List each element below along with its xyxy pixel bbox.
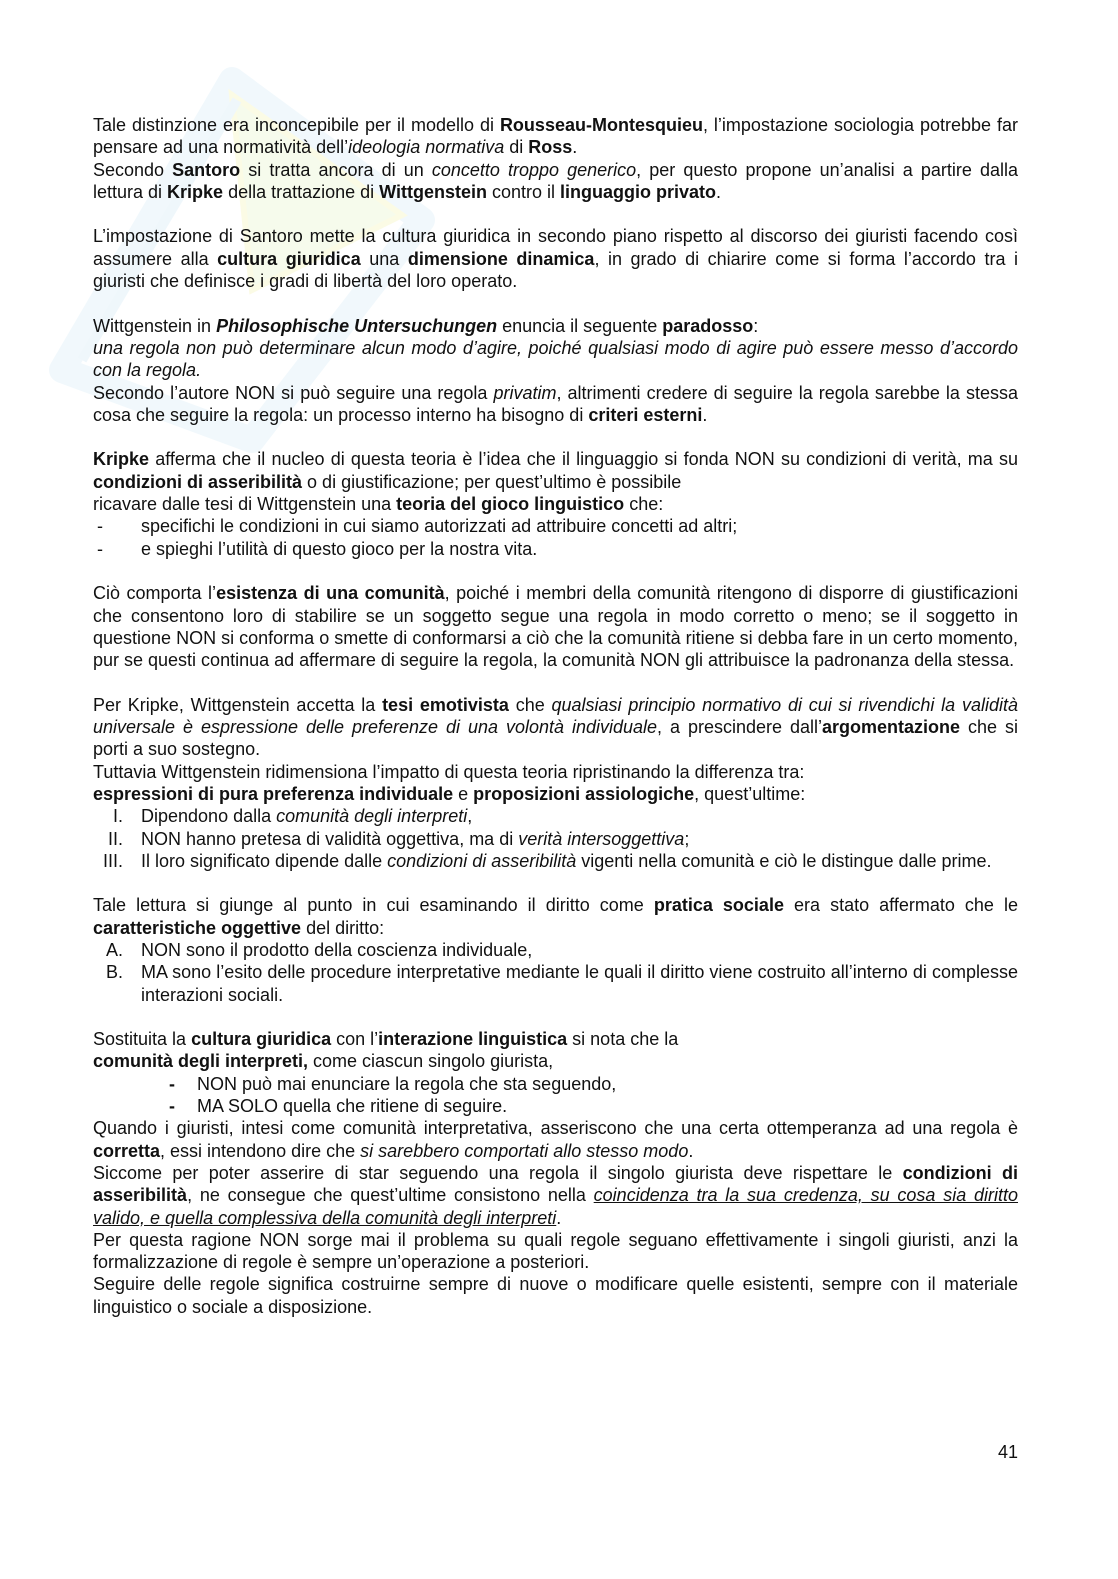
list-item: - MA SOLO quella che ritiene di seguire. bbox=[169, 1096, 508, 1117]
document-body bbox=[93, 114, 1018, 1318]
paradox-quote: una regola non può determinare alcun modo d’agire, poiché qualsiasi modo di agire può essere messo d’accordo con la regola. bbox=[93, 337, 1018, 381]
dash-list-1 bbox=[93, 515, 1018, 560]
paragraph-5: Secondo l’autore NON si può seguire una regola privatim, altrimenti credere di seguire la regola sarebbe la stessa cosa che seguire la regola: un processo interno ha bisogno di criteri esterni. bbox=[93, 382, 1018, 425]
paragraph-1: Tale distinzione era inconcepibile per il modello di Rousseau-Montesquieu, l’impostazione sociologia potrebbe far pensare ad una normatività dell’ideologia normativa di Ross. bbox=[93, 115, 1018, 158]
paragraph-12b: comunità degli interpreti, come ciascun singolo giurista, bbox=[93, 1051, 554, 1072]
paragraph-2: Secondo Santoro si tratta ancora di un concetto troppo generico, per questo propone un’analisi a partire dalla lettura di Kripke della trattazione di Wittgenstein contro il linguaggio privato. bbox=[93, 159, 1018, 202]
paragraph-6: Kripke afferma che il nucleo di questa teoria è l’idea che il linguaggio si fonda NON su condizioni di verità, ma su condizioni di asseribilità o di giustificazione; per quest’ultimo è possibile bbox=[93, 449, 1018, 492]
paragraph-14: Siccome per poter asserire di star seguendo una regola il singolo giurista deve rispettare le condizioni di asseribilità, ne consegue che quest’ultime consistono nella coincidenza tra la sua credenza, su cosa sia diritto valido, e quella complessiva della comunità degli interpreti. bbox=[93, 1162, 1019, 1228]
page-number: 41 bbox=[997, 1442, 1018, 1462]
roman-list bbox=[93, 805, 1018, 872]
paragraph-10: espressioni di pura preferenza individuale e proposizioni assiologiche, quest’ultime: bbox=[93, 783, 806, 804]
list-item: III. Il loro significato dipende dalle condizioni di asseribilità vigenti nella comunità e ciò le distingue dalle prime. bbox=[102, 850, 992, 871]
paragraph-12: Sostituita la cultura giuridica con l’interazione linguistica si nota che la bbox=[93, 1029, 679, 1050]
paragraph-16: Seguire delle regole significa costruirne sempre di nuove o modificare quelle esistenti, sempre con il materiale linguistico o sociale a disposizione. bbox=[93, 1274, 1018, 1317]
paragraph-9: Tuttavia Wittgenstein ridimensiona l’impatto di questa teoria ripristinando la differenza tra: bbox=[93, 761, 805, 782]
paragraph-8: Per Kripke, Wittgenstein accetta la tesi emotivista che qualsiasi principio normativo di cui si rivendichi la validità universale è espressione delle preferenze di una volontà individuale, a prescindere dall’argomentazione che si porti a suo sostegno. bbox=[93, 694, 1018, 760]
list-item: - specifichi le condizioni in cui siamo autorizzati ad attribuire concetti ad altri; bbox=[97, 516, 738, 537]
paragraph-7: Ciò comporta l’esistenza di una comunità, poiché i membri della comunità ritengono di disporre di giustificazioni che consentono loro di stabilire se un soggetto segue una regola in modo corretto o meno; se il soggetto in questione NON si conforma o smette di conformarsi a ciò che la comunità ritiene si debba fare in un certo momento, pur se questi continua ad affermare di seguire la regola, la comunità NON gli attribuisce la padronanza della stessa. bbox=[93, 583, 1018, 671]
paragraph-3: L’impostazione di Santoro mette la cultura giuridica in secondo piano rispetto al discorso dei giuristi facendo così assumere alla cultura giuridica una dimensione dinamica, in grado di chiarire come si forma l’accordo tra i giuristi che definisce i gradi di libertà del loro operato. bbox=[93, 226, 1018, 292]
list-item: - NON può mai enunciare la regola che sta seguendo, bbox=[169, 1073, 617, 1094]
list-item: A. NON sono il prodotto della coscienza individuale, bbox=[105, 939, 533, 960]
alpha-list bbox=[93, 939, 1018, 1006]
paragraph-6b: ricavare dalle tesi di Wittgenstein una teoria del gioco linguistico che: bbox=[93, 494, 664, 515]
list-item: - e spieghi l’utilità di questo gioco per la nostra vita. bbox=[97, 538, 538, 559]
list-item: I. Dipendono dalla comunità degli interpreti, bbox=[112, 806, 473, 827]
paragraph-4: Wittgenstein in Philosophische Untersuchungen enuncia il seguente paradosso: bbox=[93, 315, 759, 336]
list-item: II. NON hanno pretesa di validità oggettiva, ma di verità intersoggettiva; bbox=[107, 828, 690, 849]
paragraph-11: Tale lettura si giunge al punto in cui esaminando il diritto come pratica sociale era stato affermato che le caratteristiche oggettive del diritto: bbox=[93, 895, 1018, 938]
dash-list-2 bbox=[93, 1073, 1018, 1118]
paragraph-13: Quando i giuristi, intesi come comunità interpretativa, asseriscono che una certa ottemperanza ad una regola è corretta, essi intendono dire che si sarebbero comportati allo stesso modo. bbox=[93, 1118, 1018, 1161]
paragraph-15: Per questa ragione NON sorge mai il problema su quali regole seguano effettivamente i singoli giuristi, anzi la formalizzazione di regole è sempre un’operazione a posteriori. bbox=[93, 1229, 1018, 1273]
list-item: B. MA sono l’esito delle procedure interpretative mediante le quali il diritto viene costruito all’interno di complesse interazioni sociali. bbox=[105, 962, 1018, 1005]
